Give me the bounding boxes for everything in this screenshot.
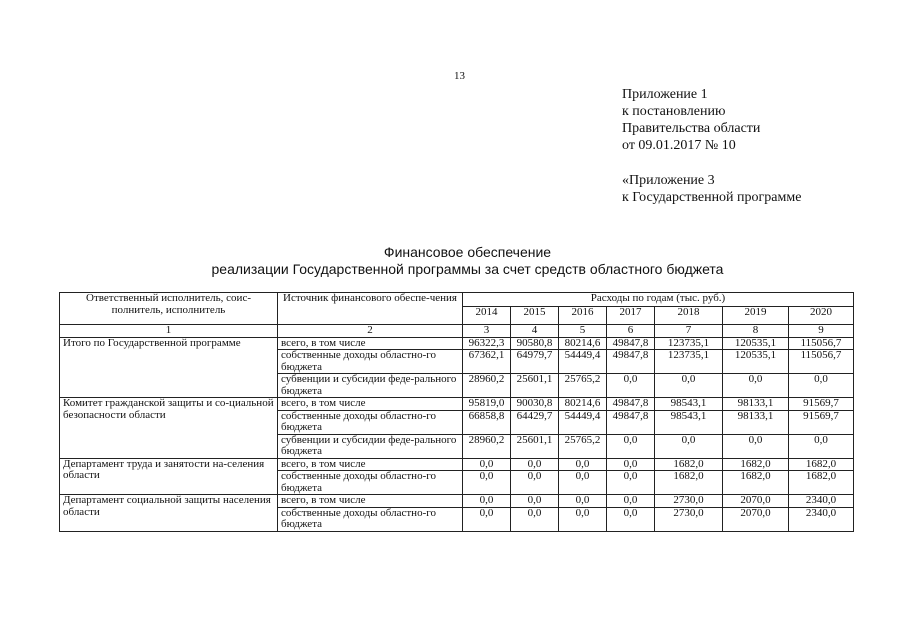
value-cell: 1682,0 xyxy=(789,471,854,495)
value-cell: 49847,8 xyxy=(607,350,655,374)
appendix-line: Приложение 1 xyxy=(622,87,708,102)
value-cell: 0,0 xyxy=(607,495,655,508)
value-cell: 67362,1 xyxy=(463,350,511,374)
value-cell: 0,0 xyxy=(511,507,559,531)
value-cell: 1682,0 xyxy=(789,458,854,471)
value-cell: 90580,8 xyxy=(511,337,559,350)
source-cell: всего, в том числе xyxy=(278,398,463,411)
page-number: 13 xyxy=(454,70,465,82)
value-cell: 80214,6 xyxy=(559,398,607,411)
source-cell: собственные доходы областно-го бюджета xyxy=(278,471,463,495)
value-cell: 90030,8 xyxy=(511,398,559,411)
source-cell: собственные доходы областно-го бюджета xyxy=(278,507,463,531)
value-cell: 96322,3 xyxy=(463,337,511,350)
value-cell: 0,0 xyxy=(607,458,655,471)
value-cell: 2730,0 xyxy=(655,507,723,531)
value-cell: 54449,4 xyxy=(559,410,607,434)
header-year: 2020 xyxy=(789,307,854,325)
value-cell: 120535,1 xyxy=(723,350,789,374)
value-cell: 49847,8 xyxy=(607,337,655,350)
value-cell: 0,0 xyxy=(655,374,723,398)
value-cell: 0,0 xyxy=(723,434,789,458)
value-cell: 115056,7 xyxy=(789,350,854,374)
value-cell: 120535,1 xyxy=(723,337,789,350)
value-cell: 2340,0 xyxy=(789,507,854,531)
value-cell: 123735,1 xyxy=(655,350,723,374)
header-year: 2014 xyxy=(463,307,511,325)
value-cell: 49847,8 xyxy=(607,410,655,434)
column-number: 5 xyxy=(559,325,607,338)
value-cell: 0,0 xyxy=(511,495,559,508)
document-title xyxy=(0,244,905,278)
value-cell: 0,0 xyxy=(607,471,655,495)
column-number: 2 xyxy=(278,325,463,338)
source-cell: всего, в том числе xyxy=(278,458,463,471)
table-row xyxy=(60,337,854,350)
appendix-line: к постановлению xyxy=(622,104,726,119)
value-cell: 1682,0 xyxy=(723,471,789,495)
table-row xyxy=(60,495,854,508)
value-cell: 2070,0 xyxy=(723,495,789,508)
value-cell: 0,0 xyxy=(559,495,607,508)
column-number: 7 xyxy=(655,325,723,338)
column-number: 4 xyxy=(511,325,559,338)
appendix-block xyxy=(622,86,801,206)
value-cell: 91569,7 xyxy=(789,398,854,411)
column-number: 9 xyxy=(789,325,854,338)
value-cell: 25601,1 xyxy=(511,434,559,458)
value-cell: 64979,7 xyxy=(511,350,559,374)
source-cell: собственные доходы областно-го бюджета xyxy=(278,350,463,374)
value-cell: 0,0 xyxy=(559,507,607,531)
table-row xyxy=(60,398,854,411)
value-cell: 80214,6 xyxy=(559,337,607,350)
value-cell: 0,0 xyxy=(463,458,511,471)
executor-cell: Итого по Государственной программе xyxy=(60,337,278,398)
value-cell: 123735,1 xyxy=(655,337,723,350)
value-cell: 98133,1 xyxy=(723,410,789,434)
header-year: 2016 xyxy=(559,307,607,325)
appendix-line: Правительства области xyxy=(622,121,761,136)
value-cell: 2070,0 xyxy=(723,507,789,531)
value-cell: 0,0 xyxy=(559,458,607,471)
appendix-line: к Государственной программе xyxy=(622,190,802,205)
value-cell: 0,0 xyxy=(463,507,511,531)
value-cell: 66858,8 xyxy=(463,410,511,434)
header-year: 2018 xyxy=(655,307,723,325)
column-number: 3 xyxy=(463,325,511,338)
header-executor: Ответственный исполнитель, соис-полнитель, исполнитель xyxy=(60,293,278,325)
value-cell: 0,0 xyxy=(511,458,559,471)
column-number: 1 xyxy=(60,325,278,338)
value-cell: 91569,7 xyxy=(789,410,854,434)
value-cell: 98543,1 xyxy=(655,410,723,434)
value-cell: 0,0 xyxy=(607,374,655,398)
value-cell: 25765,2 xyxy=(559,374,607,398)
value-cell: 0,0 xyxy=(789,434,854,458)
value-cell: 0,0 xyxy=(463,495,511,508)
value-cell: 0,0 xyxy=(655,434,723,458)
source-cell: субвенции и субсидии феде-рального бюджета xyxy=(278,374,463,398)
header-expenses: Расходы по годам (тыс. руб.) xyxy=(463,293,854,307)
source-cell: всего, в том числе xyxy=(278,337,463,350)
executor-cell: Комитет гражданской защиты и со-циальной безопасности области xyxy=(60,398,278,459)
value-cell: 0,0 xyxy=(559,471,607,495)
value-cell: 28960,2 xyxy=(463,374,511,398)
source-cell: всего, в том числе xyxy=(278,495,463,508)
value-cell: 1682,0 xyxy=(655,458,723,471)
column-number: 8 xyxy=(723,325,789,338)
value-cell: 98543,1 xyxy=(655,398,723,411)
value-cell: 95819,0 xyxy=(463,398,511,411)
appendix-line: от 09.01.2017 № 10 xyxy=(622,138,736,153)
table-row xyxy=(60,458,854,471)
value-cell: 2730,0 xyxy=(655,495,723,508)
column-number: 6 xyxy=(607,325,655,338)
value-cell: 1682,0 xyxy=(723,458,789,471)
source-cell: субвенции и субсидии феде-рального бюджета xyxy=(278,434,463,458)
header-source: Источник финансового обеспе-чения xyxy=(278,293,463,325)
header-year: 2019 xyxy=(723,307,789,325)
value-cell: 25601,1 xyxy=(511,374,559,398)
value-cell: 0,0 xyxy=(607,434,655,458)
value-cell: 64429,7 xyxy=(511,410,559,434)
value-cell: 25765,2 xyxy=(559,434,607,458)
appendix-line: «Приложение 3 xyxy=(622,173,715,188)
value-cell: 115056,7 xyxy=(789,337,854,350)
financing-table xyxy=(59,292,854,532)
executor-cell: Департамент труда и занятости на-селения области xyxy=(60,458,278,495)
value-cell: 49847,8 xyxy=(607,398,655,411)
value-cell: 28960,2 xyxy=(463,434,511,458)
title-line: реализации Государственной программы за счет средств областного бюджета xyxy=(211,261,724,277)
source-cell: собственные доходы областно-го бюджета xyxy=(278,410,463,434)
value-cell: 98133,1 xyxy=(723,398,789,411)
value-cell: 0,0 xyxy=(511,471,559,495)
value-cell: 1682,0 xyxy=(655,471,723,495)
value-cell: 2340,0 xyxy=(789,495,854,508)
executor-cell: Департамент социальной защиты населения области xyxy=(60,495,278,532)
value-cell: 0,0 xyxy=(789,374,854,398)
title-line: Финансовое обеспечение xyxy=(383,244,552,260)
value-cell: 0,0 xyxy=(607,507,655,531)
value-cell: 54449,4 xyxy=(559,350,607,374)
header-year: 2017 xyxy=(607,307,655,325)
value-cell: 0,0 xyxy=(723,374,789,398)
header-year: 2015 xyxy=(511,307,559,325)
value-cell: 0,0 xyxy=(463,471,511,495)
